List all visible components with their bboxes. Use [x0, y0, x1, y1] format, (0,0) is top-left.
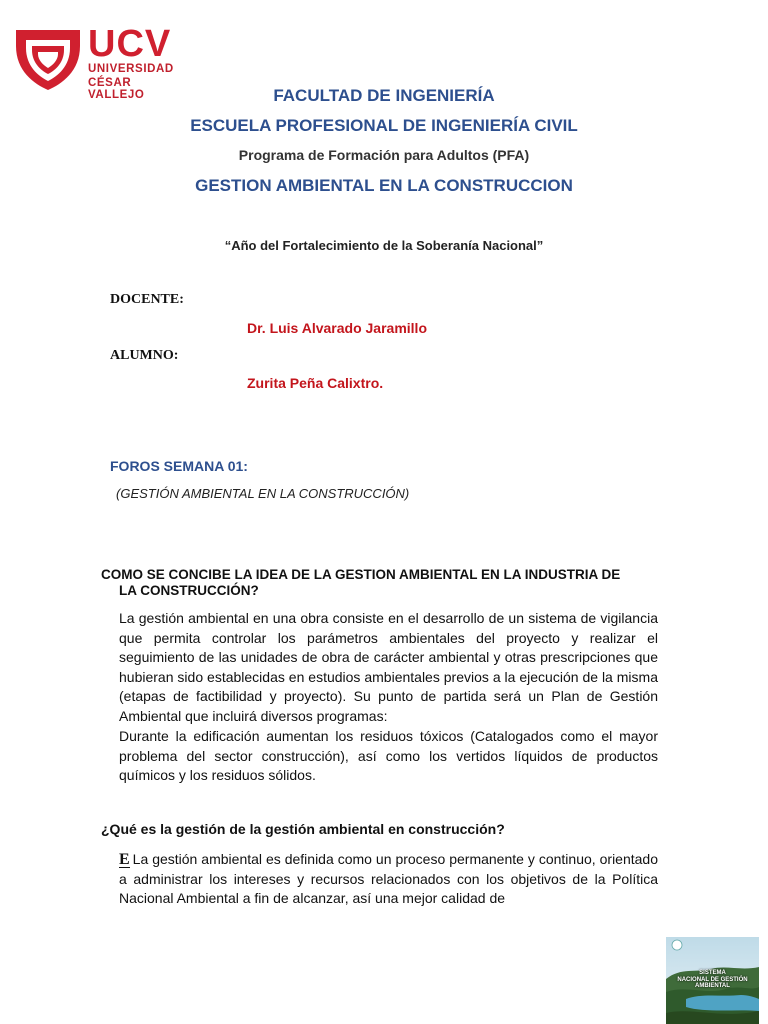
- dropcap-letter: E: [119, 851, 130, 868]
- alumno-label: ALUMNO:: [110, 348, 179, 363]
- paragraph-3-text: La gestión ambiental es definida como un proceso permanente y continuo, orientado a administrar los intereses y recursos relacionados con los objetivos de la Política Nacional Ambiental a fin de alcanzar, así una mejor calidad de: [119, 851, 658, 906]
- thumb-line2: NACIONAL DE GESTIÓN: [677, 976, 748, 983]
- docente-label: DOCENTE:: [110, 292, 184, 307]
- paragraph-1: La gestión ambiental en una obra consiste en el desarrollo de un sistema de vigilancia que permita controlar los parámetros ambientales del proyecto y realizar el seguimiento de las unidades de obra de carácter ambiental y otras prescripciones que hubieran sido establecidas en estudios ambientales previos a la ejecución de la misma (etapas de factibilidad y proyecto). Su punto de partida será un Plan de Gestión Ambiental que incluirá diversos programas:: [119, 610, 658, 724]
- ucv-logo: [14, 22, 174, 101]
- program-title: Programa de Formación para Adultos (PFA): [238, 147, 530, 163]
- question-1-line2: LA CONSTRUCCIÓN?: [119, 583, 259, 598]
- paragraph-3: [119, 850, 658, 909]
- question-1: [101, 567, 661, 599]
- logo-line2: CÉSAR VALLEJO: [88, 77, 145, 101]
- logo-line1: UNIVERSIDAD: [88, 63, 174, 75]
- thumb-line1: SISTEMA: [699, 970, 726, 976]
- ucv-shield-icon: [14, 26, 84, 90]
- school-title: ESCUELA PROFESIONAL DE INGENIERÍA CIVIL: [190, 116, 578, 135]
- paragraph-2: Durante la edificación aumentan los residuos tóxicos (Catalogados como el mayor problema del sector construcción), así como los vertidos líquidos de productos químicos y los residuos sólidos.: [119, 728, 658, 783]
- logo-acronym: UCV: [88, 23, 172, 65]
- forum-subtitle: (GESTIÓN AMBIENTAL EN LA CONSTRUCCIÓN): [116, 486, 410, 501]
- sistema-nacional-gestion-ambiental-image: [666, 937, 759, 1024]
- question-1-line1: COMO SE CONCIBE LA IDEA DE LA GESTION AMBIENTAL EN LA INDUSTRIA DE: [101, 567, 621, 582]
- docente-name: Dr. Luis Alvarado Jaramillo: [247, 320, 427, 336]
- thumb-line3: AMBIENTAL: [695, 983, 730, 989]
- forum-title: FOROS SEMANA 01:: [110, 458, 248, 474]
- course-title: GESTION AMBIENTAL EN LA CONSTRUCCION: [195, 176, 573, 195]
- alumno-name: Zurita Peña Calixtro.: [247, 375, 384, 391]
- year-motto: “Año del Fortalecimiento de la Soberanía Nacional”: [224, 238, 544, 253]
- faculty-title: FACULTAD DE INGENIERÍA: [273, 86, 495, 105]
- question-2: ¿Qué es la gestión de la gestión ambiental en construcción?: [101, 821, 505, 837]
